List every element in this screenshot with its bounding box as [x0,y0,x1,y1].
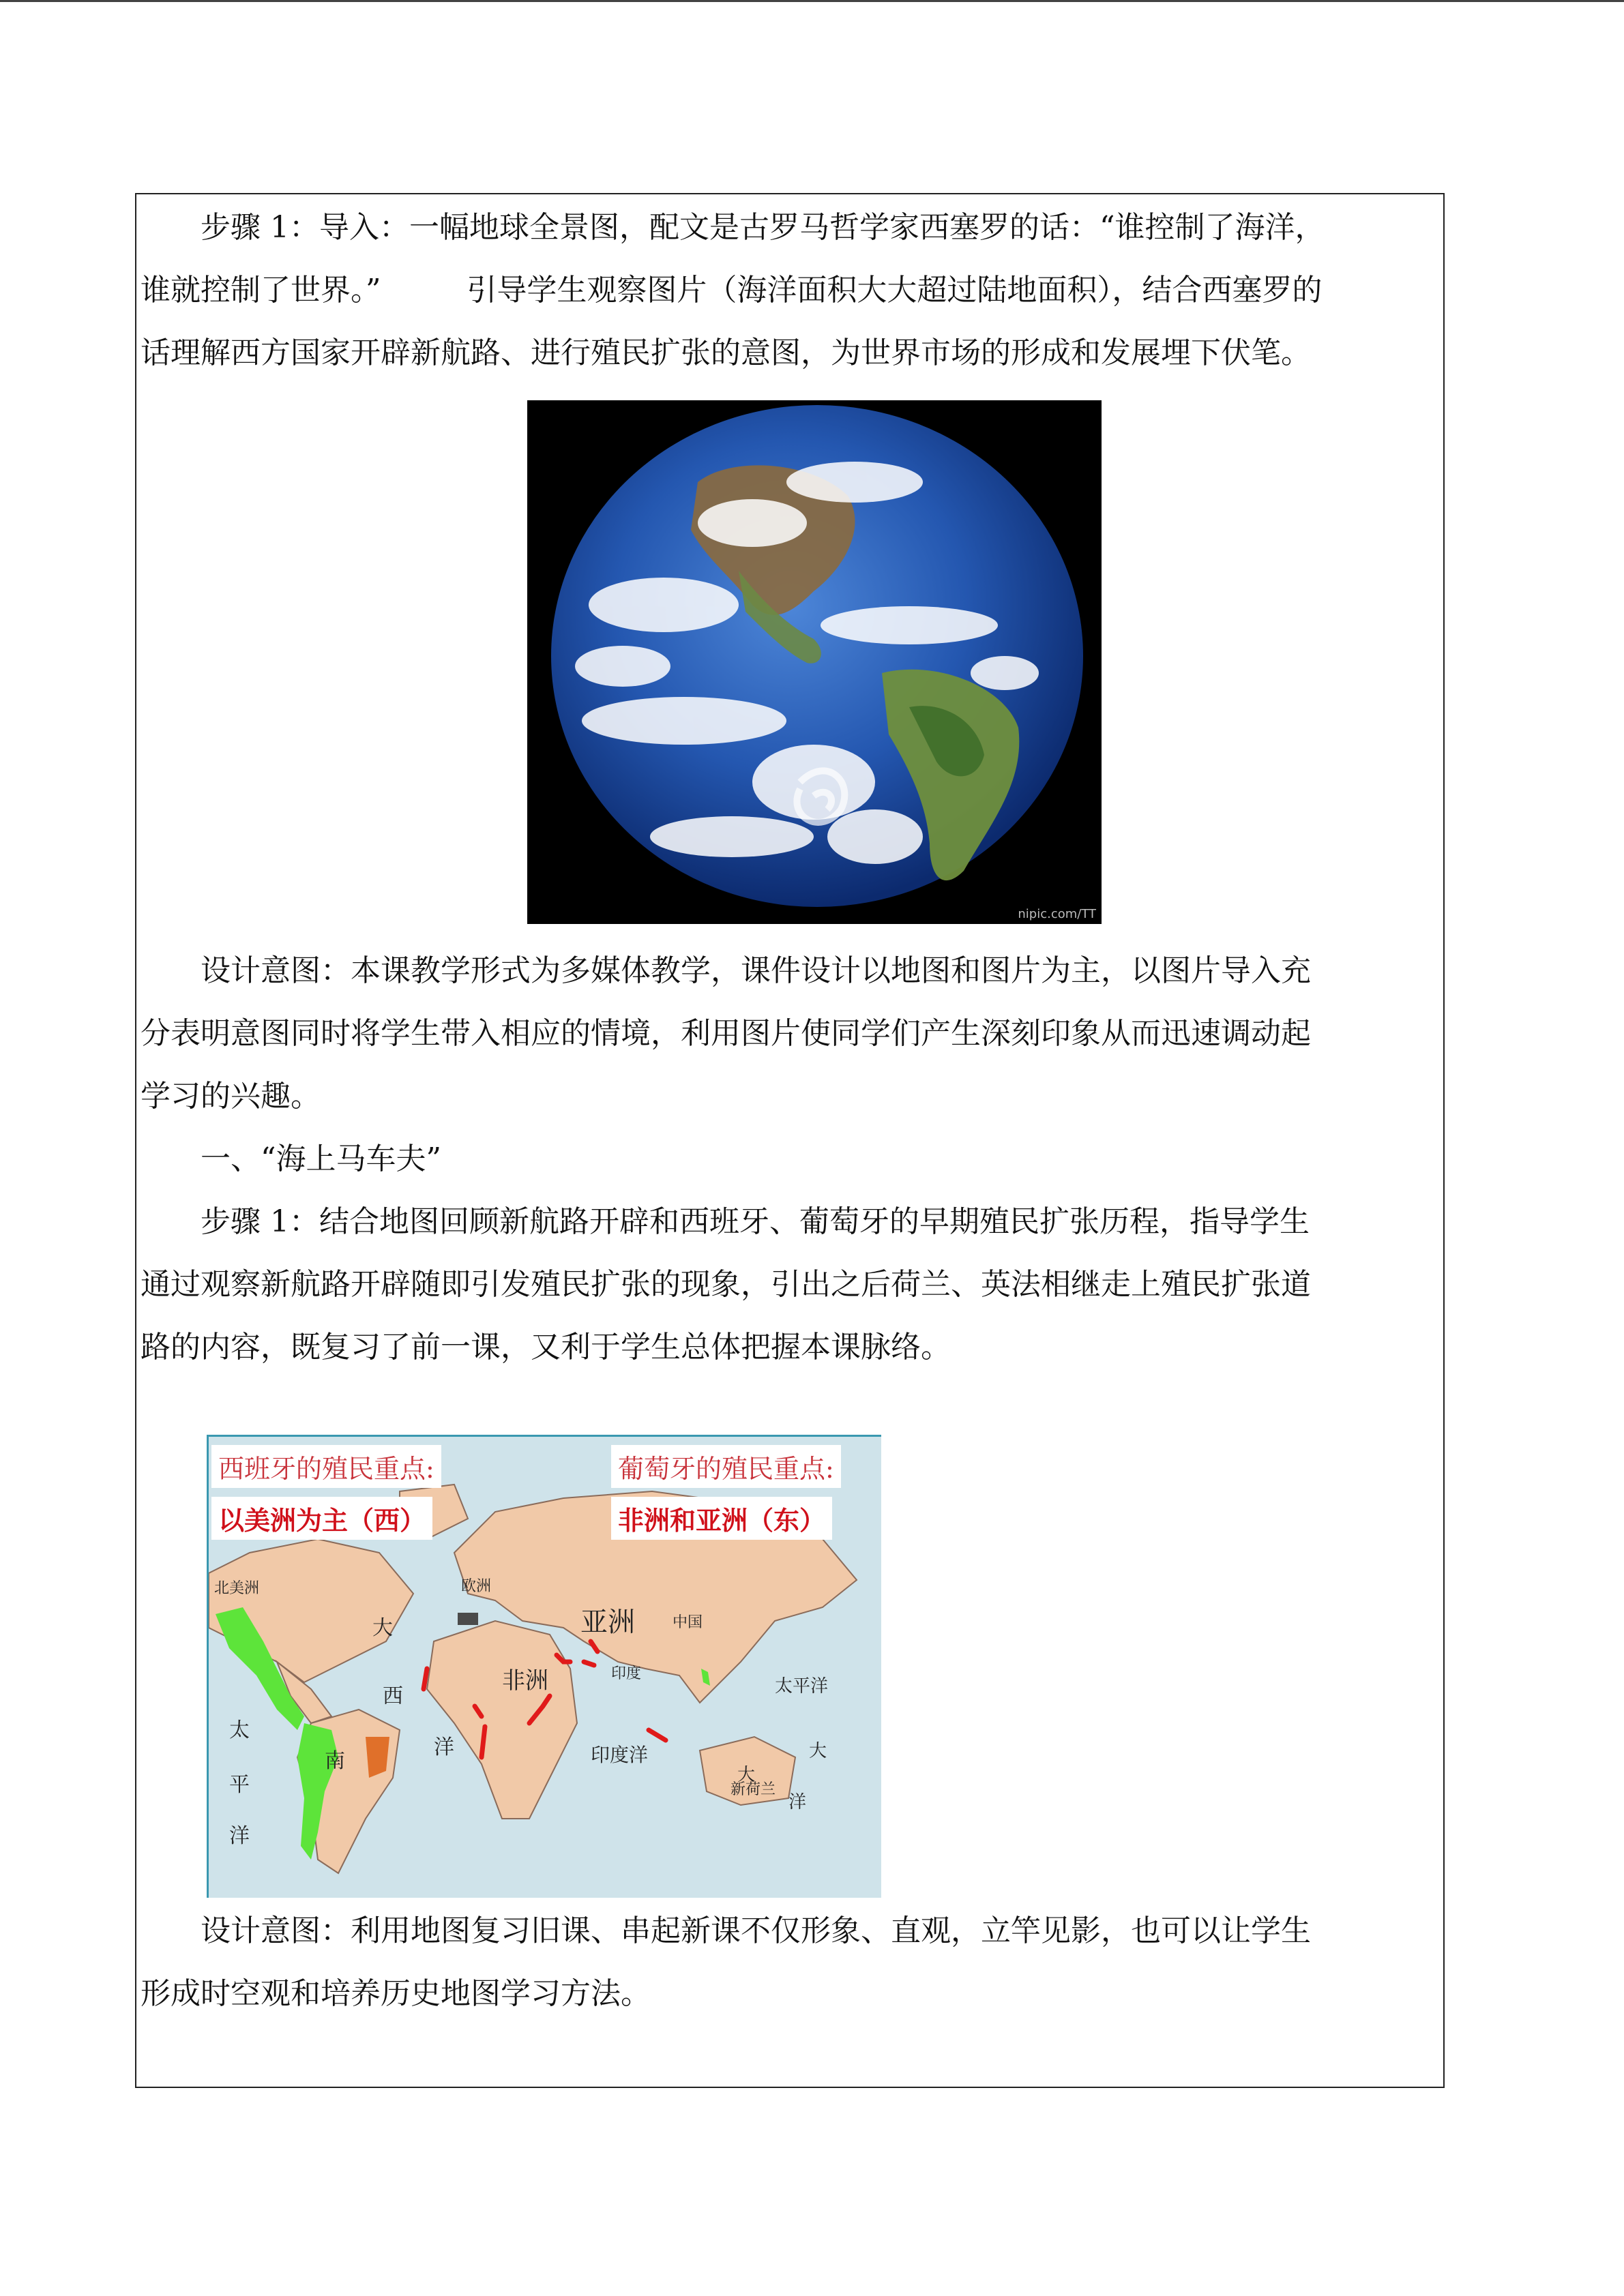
design-intent-1-line3: 学习的兴趣。 [141,1079,321,1114]
portugal-focus-title: 葡萄牙的殖民重点: [611,1445,841,1488]
earth-globe-illustration [527,400,1102,924]
design-intent-1-line2: 分表明意图同时将学生带入相应的情境，利用图片使同学们产生深刻印象从而迅速调动起 [141,1016,1311,1051]
step1-review-line1: 步骤 1：结合地图回顾新航路开辟和西班牙、葡萄牙的早期殖民扩张历程，指导学生 [201,1204,1310,1239]
step1-intro-line3: 话理解西方国家开辟新航路、进行殖民扩张的意图，为世界市场的形成和发展埋下伏笔。 [141,336,1311,370]
map-label-pacific-east: 太平洋 [775,1676,829,1697]
map-label-east-yang: 洋 [788,1792,807,1813]
map-label-pacific-yang: 洋 [229,1824,250,1848]
spain-focus-region: 以美洲为主（西） [211,1497,432,1540]
design-intent-2-line1: 设计意图：利用地图复习旧课、串起新课不仅形象、直观，立竿见影，也可以让学生 [201,1913,1311,1948]
map-label-indian-ocean: 印度洋 [591,1744,649,1766]
map-label-east-da: 大 [809,1741,827,1761]
step1-review-line3: 路的内容，既复习了前一课，又利于学生总体把握本课脉络。 [141,1330,951,1365]
map-label-europe: 欧洲 [461,1578,492,1595]
map-label-north-america: 北美洲 [214,1580,260,1597]
step1-review-line2: 通过观察新航路开辟随即引发殖民扩张的现象，引出之后荷兰、英法相继走上殖民扩张道 [141,1267,1311,1302]
spain-focus-title: 西班牙的殖民重点: [211,1445,441,1488]
image-watermark: nipic.com/TT [1018,907,1096,921]
map-label-asia: 亚洲 [580,1607,635,1638]
design-intent-2-line2: 形成时空观和培养历史地图学习方法。 [141,1976,651,2011]
map-label-south: 南 [325,1749,345,1773]
portugal-focus-region: 非洲和亚洲（东） [611,1497,832,1540]
map-label-atlantic-da: 大 [372,1616,393,1640]
section-heading: 一、“海上马车夫” [201,1142,441,1176]
colonial-map-image [207,1435,881,1898]
step1-intro-line1: 步骤 1：导入：一幅地球全景图，配文是古罗马哲学家西塞罗的话：“谁控制了海洋， [201,210,1325,245]
iberia-marker [458,1613,478,1625]
map-label-atlantic-xi: 西 [383,1684,403,1708]
design-intent-1-line1: 设计意图：本课教学形式为多媒体教学，课件设计以地图和图片为主，以图片导入充 [201,953,1311,988]
earth-globe-image [527,400,1102,924]
map-label-atlantic-yang: 洋 [434,1735,454,1759]
map-label-pacific-tai: 太 [229,1718,250,1742]
step1-intro-line2: 谁就控制了世界。” 引导学生观察图片（海洋面积大大超过陆地面积），结合西塞罗的 [141,273,1323,308]
page-top-border [0,0,1624,2]
map-label-africa: 非洲 [502,1667,548,1695]
map-label-australia: 新荷兰 [730,1781,776,1798]
map-label-oceania: 大 [737,1765,756,1785]
map-label-india: 印度 [611,1665,642,1682]
map-label-china: 中国 [673,1614,703,1631]
map-label-pacific-ping: 平 [229,1773,250,1797]
